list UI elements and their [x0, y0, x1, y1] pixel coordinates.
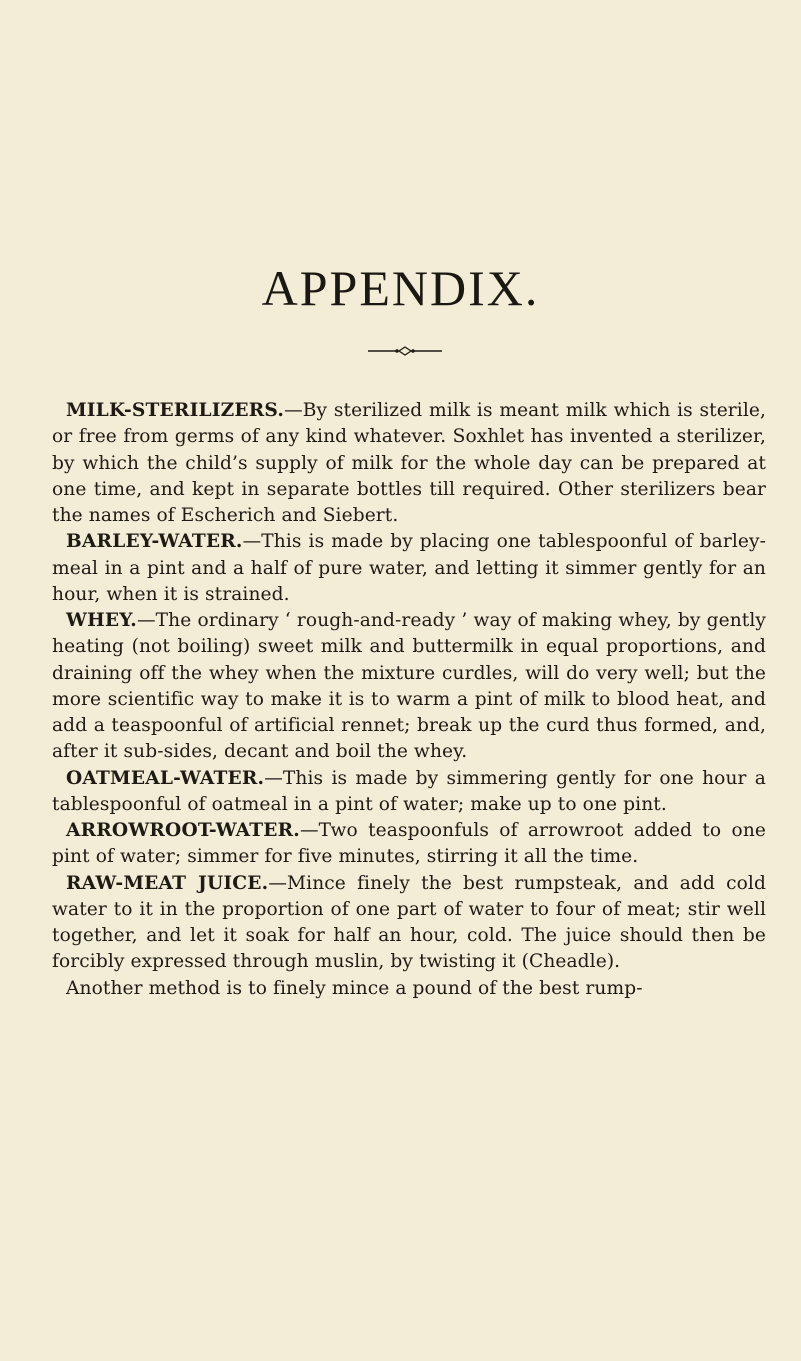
- entry-oatmeal-water: [52, 766, 766, 819]
- entry-arrowroot-water: [52, 818, 766, 871]
- entry-text: —This is made by simmering gently for one hour a tablespoonful of oatmeal in a pint of water; make up to one pint.: [52, 767, 766, 815]
- entry-barley-water: [52, 529, 766, 608]
- entry-text: —Two teaspoonfuls of arrowroot added to one pint of water; simmer for five minutes, stirring it all the time.: [52, 820, 766, 868]
- entry-text: —By sterilized milk is meant milk which is sterile, or free from germs of any kind whatever. Soxhlet has invented a sterilizer, by which the child’s supply of milk for the whole day can be prepared at one time, and kept in separate bottles till required. Other sterilizers bear the names of Escherich and Siebert.: [52, 400, 766, 526]
- entry-text: —This is made by placing one tablespoonful of barley-meal in a pint and a half of pure water, and letting it simmer gently for an hour, when it is strained.: [52, 531, 766, 605]
- entry-heading: ARROWROOT-WATER.: [66, 820, 300, 841]
- entry-text: —The ordinary ‘ rough-and-ready ’ way of making whey, by gently heating (not boiling) sweet milk and buttermilk in equal proportions, and draining off the whey when the mixture curdles, will do very well; but the more scientific way to make it is to warm a pint of milk to blood heat, and add a teaspoonful of artificial rennet; break up the curd thus formed, and, after it sub-sides, decant and boil the whey.: [52, 610, 766, 763]
- closing-line: Another method is to finely mince a pound of the best rump-: [66, 977, 643, 999]
- entry-raw-meat-juice: [52, 871, 766, 976]
- entry-heading: MILK-STERILIZERS.: [66, 400, 285, 421]
- page-title: APPENDIX.: [261, 260, 540, 316]
- entry-milk-sterilizers: [52, 398, 766, 529]
- entry-whey: [52, 608, 766, 766]
- appendix-body: [52, 398, 766, 1002]
- entry-text: —Mince finely the best rumpsteak, and add cold water to it in the proportion of one part of water to four of meat; stir well together, and let it soak for half an hour, cold. The juice should then be forcibly expressed through muslin, by twisting it (Cheadle).: [52, 872, 766, 973]
- entry-heading: OATMEAL-WATER.: [66, 767, 265, 789]
- entry-heading: RAW-MEAT JUICE.: [66, 872, 269, 894]
- entry-heading: BARLEY-WATER.: [66, 531, 243, 553]
- entry-heading: WHEY.: [66, 610, 137, 631]
- ornament-divider-icon: [368, 346, 442, 356]
